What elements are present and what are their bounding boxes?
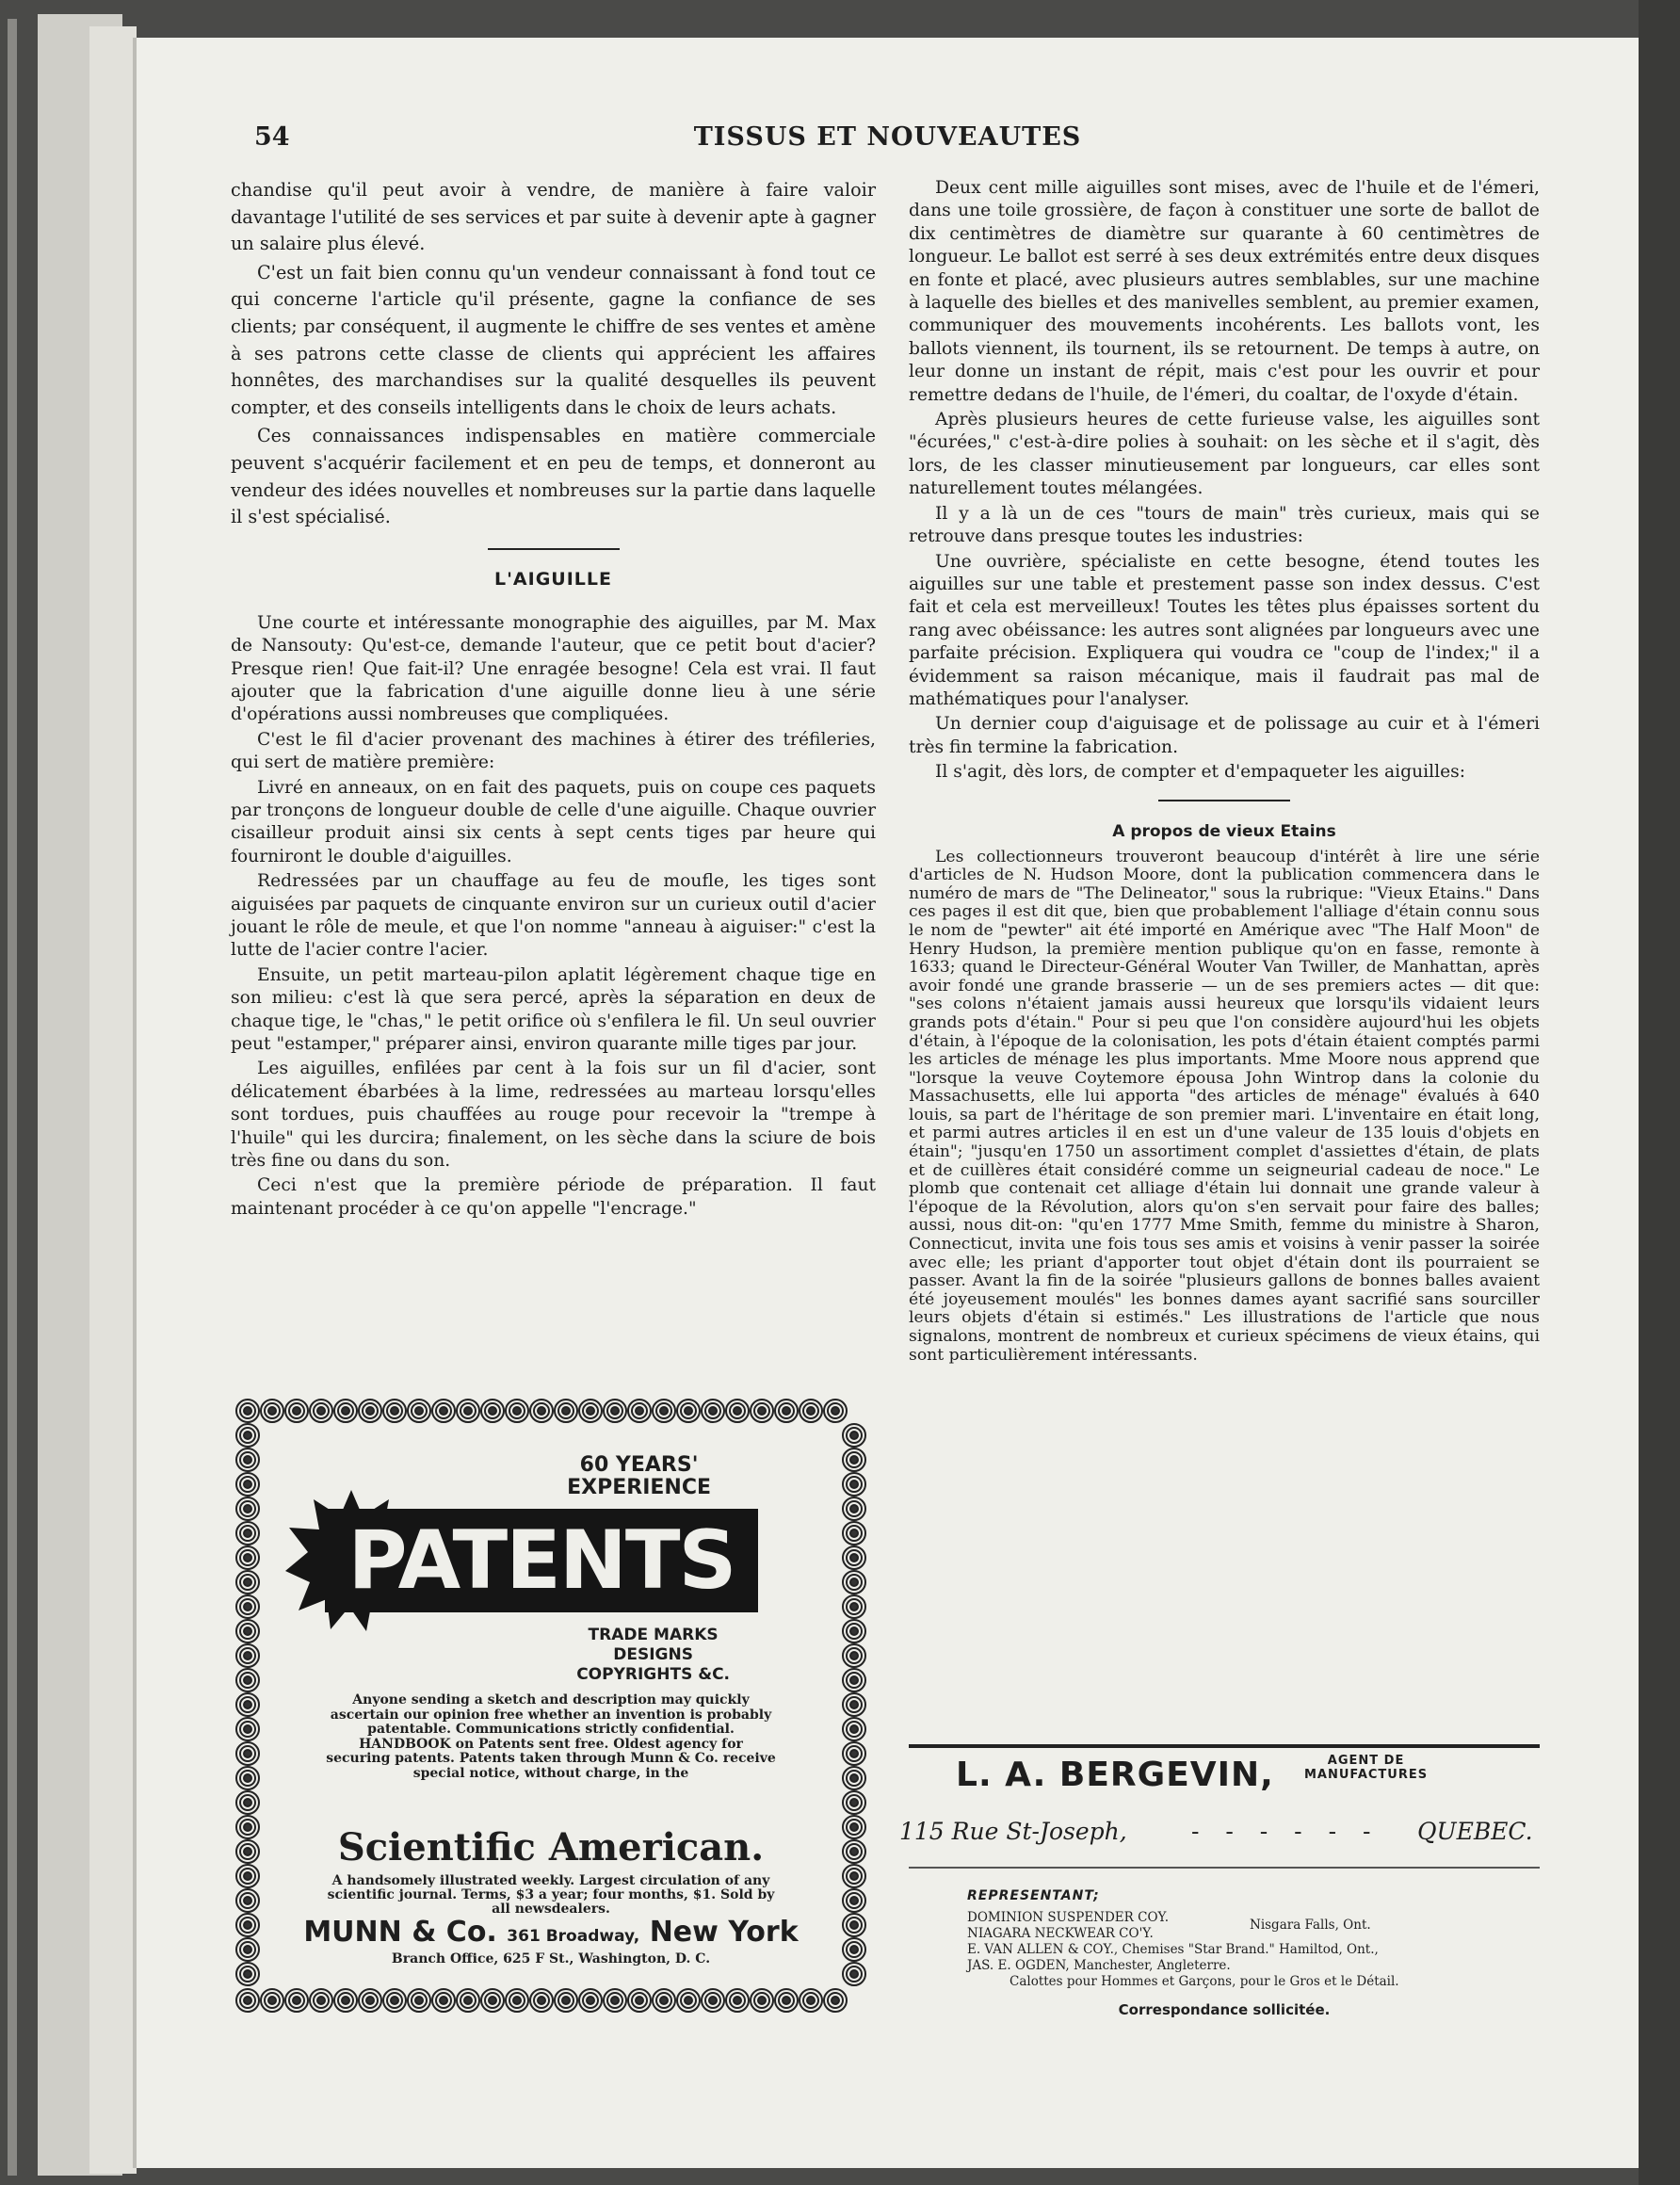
patents-banner: PATENTS — [325, 1509, 758, 1612]
ad-text: 361 Broadway, — [507, 1927, 640, 1946]
bergevin-name: L. A. BERGEVIN, — [956, 1756, 1274, 1794]
ring-ornament — [843, 1620, 865, 1643]
ring-ornament — [604, 1400, 626, 1422]
ring-ornament — [481, 1400, 504, 1422]
ring-ornament — [506, 1989, 528, 2012]
book-edge — [89, 26, 137, 2174]
right-column — [909, 177, 1540, 1367]
journal-title: TISSUS ET NOUVEAUTES — [693, 122, 1082, 152]
ring-ornament — [457, 1989, 479, 2012]
ring-ornament — [702, 1400, 724, 1422]
ad-text: DOMINION SUSPENDER COY. — [967, 1910, 1169, 1925]
ring-ornament — [261, 1400, 283, 1422]
ring-ornament — [236, 1620, 259, 1643]
correspondance: Correspondance sollicitée. — [1118, 2001, 1331, 2018]
ad-content — [268, 1428, 833, 1983]
ad-text: MUNN & Co. — [303, 1916, 497, 1949]
ring-ornament — [677, 1400, 700, 1422]
paragraph: Après plusieurs heures de cette furieuse valse, les aiguilles sont "écurées," c'est-à-dire polies à souhait: on les sèche et il s'agit, dès lors, de les classer minutieusement par longueurs, car elles sont naturellement toutes mélangées. — [909, 410, 1540, 499]
ad-text: COPYRIGHTS &C. — [576, 1665, 730, 1684]
section-divider — [488, 548, 620, 550]
ring-ornament — [408, 1400, 430, 1422]
ring-ornament — [236, 1522, 259, 1545]
ring-ornament — [530, 1400, 553, 1422]
paragraph: Il s'agit, dès lors, de compter et d'empaqueter les aiguilles: — [935, 762, 1466, 783]
ad-text: New York — [649, 1916, 799, 1949]
ring-ornament — [261, 1989, 283, 2012]
representant-label: REPRESENTANT; — [967, 1888, 1100, 1903]
ad-text: DESIGNS — [613, 1645, 693, 1664]
ring-ornament — [236, 1989, 259, 2012]
article-heading: A propos de vieux Etains — [1112, 821, 1336, 841]
ad-rule — [909, 1744, 1540, 1748]
paragraph: Les collectionneurs trouveront beaucoup d'intérêt à lire une série d'articles de N. Hudson Moore, dont la publication commencera dans le numéro de mars de "The Delineator," sous la rubrique: "Vieux Etains." Dans ces pages il est dit que, bien que probablement l'alliage d'étain connu sous le nom de "pewter" ait été importé en Amérique avec "The Half Moon" de Henry Hudson, la première mention publique qu'on en fasse, remonte à 1633; quand le Directeur-Général Wouter Van Twiller, de Manhattan, après avoir fondé une grande brasserie — un de ses premiers actes — dit que: "ses colons n'étaient jamais aussi heureux que lorsqu'ils vidaient leurs grands pots d'étain." Pour si peu que l'on considère aujourd'hui les objets d'étain, à l'époque de la colonisation, les pots d'étain étaient comptés parmi les articles de ménage les plus importants. Mme Moore nous apprend que "lorsque la veuve Coytemore épousa John Wintrop dans la colonie du Massachusetts, elle lui apporta "des articles de ménage" évalués à 640 louis, sa part de l'héritage de son premier mari. L'inventaire en était long, et parmi autres articles il en est un d'une valeur de 135 louis d'objets en étain"; "jusqu'en 1750 un assortiment complet d'assiettes d'étain, de plats et de cuillères était considéré comme un seigneurial cadeau de noce." Le plomb que contenait cet alliage d'étain lui donnait une grande valeur à l'époque de la Révolution, alors qu'on s'en servait pour faire des balles; aussi, nous dit-on: "qu'en 1777 Mme Smith, femme du ministre à Sharon, Connecticut, invita une fois tous ses amis et voisins à venir passer la soirée avec elle; les priant d'apporter tout objet d'étain dont ils pourraient se passer. Avant la fin de la soirée "plusieurs gallons de bonnes balles avaient été joyeusement moulés" les bonnes dames ayant sacrifié sans sourciller leurs objets d'étain si estimés." Les illustrations de l'article que nous signalons, montrent de nombreux et curieux spécimens de vieux étains, qui sont particulièrement intéressants. — [909, 847, 1540, 1365]
ring-ornament — [843, 1571, 865, 1594]
list-item: E. VAN ALLEN & COY., Chemises "Star Brand." Hamiltod, Ont., — [967, 1942, 1379, 1957]
munn-and-co — [268, 1918, 833, 1951]
ad-text: TRADE MARKS — [588, 1626, 719, 1644]
ring-ornament — [457, 1400, 479, 1422]
book-edge — [8, 19, 17, 2176]
section-divider — [1158, 800, 1290, 801]
list-item: Calottes pour Hommes et Garçons, pour le Gros et le Détail. — [1010, 1974, 1399, 1989]
ring-ornament — [751, 1989, 773, 2012]
ad-weekly-text: A handsomely illustrated weekly. Largest circulation of any scientific journal. Terms, $3 a year; four months, $1. Sold by all newsdealers. — [327, 1873, 775, 1917]
ring-ornament — [310, 1400, 332, 1422]
ring-ornament — [383, 1989, 406, 2012]
ring-ornament — [800, 1989, 822, 2012]
ring-ornament — [236, 1938, 259, 1961]
ad-branch-office: Branch Office, 625 F St., Washington, D. C. — [391, 1951, 711, 1966]
ring-ornament — [334, 1400, 357, 1422]
ring-ornament — [677, 1989, 700, 2012]
ad-text: AGENT DE — [1327, 1754, 1405, 1768]
ad-text: MANUFACTURES — [1304, 1768, 1429, 1782]
ring-ornament — [843, 1914, 865, 1936]
patents-advertisement — [231, 1394, 871, 2017]
bergevin-dashes: - - - - - - — [1191, 1818, 1381, 1845]
paragraph: Ceci n'est que la première période de préparation. Il faut maintenant procéder à ce qu'on appelle "l'encrage." — [231, 1175, 876, 1219]
ring-ornament — [824, 1989, 847, 2012]
representant-list — [967, 1910, 1399, 1990]
ring-ornament — [843, 1546, 865, 1569]
bergevin-address: 115 Rue St-Joseph, — [899, 1818, 1127, 1845]
ring-ornament — [843, 1791, 865, 1814]
ad-fine-print: Anyone sending a sketch and description may quickly ascertain our opinion free whether an invention is probably patentable. Communications strictly confidential. HANDBOOK on Patents sent free. Oldest agency for securing patents. Patents taken through Munn & Co. receive special notice, without charge, in the — [326, 1692, 776, 1781]
ring-ornament — [236, 1767, 259, 1789]
paragraph: Livré en anneaux, on en fait des paquets, puis on coupe ces paquets par tronçons de longueur double de celle d'une aiguille. Chaque ouvrier cisailleur produit ainsi six cents à sept cents tiges par heure qui fourniront le double d'aiguilles. — [231, 777, 876, 866]
paragraph: chandise qu'il peut avoir à vendre, de manière à faire valoir davantage l'utilité de ses services et par suite à devenir apte à gagner un salaire plus élevé. — [231, 179, 876, 255]
ring-ornament — [843, 1840, 865, 1863]
list-item: JAS. E. OGDEN, Manchester, Angleterre. — [967, 1958, 1231, 1973]
ring-ornament — [579, 1400, 602, 1422]
paragraph: Deux cent mille aiguilles sont mises, avec de l'huile et de l'émeri, dans une toile grossière, de façon à constituer une sorte de ballot de dix centimètres de diamètre sur quarante à 60 centimètres de longueur. Le ballot est serré à ses deux extrémités entre deux disques en fonte et placé, avec plusieurs autres semblables, sur une machine à laquelle des bielles et des manivelles semblent, au premier examen, communiquer des mouvements incohérents. Les ballots vont, les ballots viennent, ils tournent, ils se retournent. De temps à autre, on leur donne un instant de répit, mais c'est pour les ouvrir et pour remettre dedans de l'huile, de l'émeri, du coaltar, de l'oxyde d'étain. — [909, 178, 1540, 405]
ring-ornament — [432, 1989, 455, 2012]
ring-ornament — [236, 1400, 259, 1422]
ring-ornament — [726, 1400, 749, 1422]
paragraph: Il y a là un de ces "tours de main" très curieux, mais qui se retrouve dans presque toutes les industries: — [909, 503, 1540, 547]
ring-ornament — [408, 1989, 430, 2012]
ring-ornament — [843, 1938, 865, 1961]
ring-ornament — [843, 1889, 865, 1912]
bergevin-city: QUEBEC. — [1417, 1818, 1533, 1845]
ring-ornament — [604, 1989, 626, 2012]
paragraph: Une courte et intéressante monographie des aiguilles, par M. Max de Nansouty: Qu'est-ce, demande l'auteur, que ce petit bout d'acier? Presque rien! Que fait-il? Une enragée besogne! Cela est vrai. Il faut ajouter que la fabrication d'une aiguille donne lieu à une série d'opérations aussi nombreuses que compliquées. — [231, 612, 876, 725]
ring-ornament — [236, 1669, 259, 1691]
ring-ornament — [843, 1865, 865, 1887]
ring-ornament — [555, 1400, 577, 1422]
ring-ornament — [843, 1424, 865, 1447]
ad-trade-marks — [576, 1626, 730, 1685]
paragraph: Une ouvrière, spécialiste en cette besogne, étend toutes les aiguilles sur une table et prestement passe son index dessus. C'est fait et cela est merveilleux! Toutes les têtes plus épaisses sortent du rang avec obéissance: les autres sont alignées par longueurs avec une parfaite précision. Expliquera qui voudra ce "coup de l'index;" il a évidemment sa raison mécanique, mais il faudrait pas mal de mathématiques pour l'analyser. — [909, 551, 1540, 709]
ad-text: EXPERIENCE — [567, 1476, 711, 1499]
ring-ornament — [843, 1669, 865, 1691]
paragraph: Ensuite, un petit marteau-pilon aplatit légèrement chaque tige en son milieu: c'est là que sera percé, après la séparation en deux de chaque tige, le "chas," le petit orifice où s'enfilera le fil. Un seul ouvrier peut "estamper," préparer ainsi, environ quarante mille tiges par jour. — [231, 964, 876, 1055]
ring-ornament — [236, 1571, 259, 1594]
paragraph: Redressées par un chauffage au feu de moufle, les tiges sont aiguisées par paquets de cinquante environ sur un curieux outil d'acier jouant le rôle de meule, et que l'on nomme "anneau à aiguiser:" c'est la lutte de l'acier contre l'acier. — [231, 871, 876, 961]
ring-ornament — [843, 1449, 865, 1471]
ring-ornament — [843, 1497, 865, 1520]
scientific-american-title: Scientific American. — [337, 1825, 765, 1869]
ring-ornament — [530, 1989, 553, 2012]
paragraph: Ces connaissances indispensables en matière commerciale peuvent s'acquérir facilement et en peu de temps, et donneront au vendeur des idées nouvelles et nombreuses sur la partie dans laquelle il s'est spécialisé. — [231, 425, 876, 528]
ring-ornament — [824, 1400, 847, 1422]
ring-ornament — [285, 1989, 308, 2012]
ring-ornament — [653, 1400, 675, 1422]
ring-ornament — [236, 1497, 259, 1520]
book-edge — [1639, 0, 1680, 2185]
ring-ornament — [843, 1963, 865, 1985]
ring-ornament — [628, 1989, 651, 2012]
ring-ornament — [843, 1644, 865, 1667]
left-column — [231, 177, 876, 1222]
ring-ornament — [843, 1522, 865, 1545]
ring-ornament — [334, 1989, 357, 2012]
ring-ornament — [843, 1816, 865, 1838]
page — [137, 38, 1639, 2168]
ring-ornament — [236, 1791, 259, 1814]
ring-ornament — [236, 1742, 259, 1765]
ring-ornament — [843, 1718, 865, 1740]
ring-ornament — [236, 1644, 259, 1667]
ring-ornament — [236, 1718, 259, 1740]
ring-ornament — [628, 1400, 651, 1422]
ring-ornament — [843, 1742, 865, 1765]
ring-ornament — [432, 1400, 455, 1422]
ring-ornament — [702, 1989, 724, 2012]
list-item — [967, 1910, 1399, 1933]
ring-ornament — [506, 1400, 528, 1422]
ring-ornament — [236, 1595, 259, 1618]
ring-ornament — [236, 1546, 259, 1569]
ring-ornament — [236, 1449, 259, 1471]
ring-ornament — [236, 1865, 259, 1887]
paragraph: C'est un fait bien connu qu'un vendeur connaissant à fond tout ce qui concerne l'article qu'il présente, gagne la confiance de ses clients; par conséquent, il augmente le chiffre de ses ventes et amène à ses patrons cette classe de clients qui apprécient les affaires honnêtes, des marchandises sur la qualité desquelles ils peuvent compter, et des conseils intelligents dans le choix de leurs achats. — [231, 261, 876, 418]
ad-text: Nisgara Falls, Ont. — [1250, 1918, 1371, 1933]
ring-ornament — [236, 1840, 259, 1863]
running-head — [137, 122, 1639, 160]
ring-ornament — [843, 1595, 865, 1618]
ad-years — [567, 1454, 711, 1499]
ring-ornament — [775, 1989, 798, 2012]
ad-text: 60 YEARS' — [579, 1453, 699, 1477]
ring-ornament — [843, 1693, 865, 1716]
bergevin-agent — [1304, 1754, 1428, 1782]
ring-ornament — [726, 1989, 749, 2012]
ring-ornament — [359, 1989, 381, 2012]
ring-ornament — [843, 1767, 865, 1789]
paragraph: Les aiguilles, enfilées par cent à la fois sur un fil d'acier, sont délicatement ébarbées à la lime, redressées au marteau lorsqu'elles sont tordues, puis chauffées au rouge pour recevoir la "trempe à l'huile" qui les durcira; finalement, on les sèche dans la sciure de bois très fine ou dans du son. — [231, 1059, 876, 1172]
ad-rule — [909, 1867, 1540, 1869]
page-number: 54 — [254, 122, 290, 152]
ring-ornament — [775, 1400, 798, 1422]
list-item: NIAGARA NECKWEAR CO'Y. — [967, 1926, 1154, 1941]
ring-ornament — [579, 1989, 602, 2012]
ring-ornament — [751, 1400, 773, 1422]
ring-ornament — [653, 1989, 675, 2012]
ring-ornament — [236, 1816, 259, 1838]
ring-ornament — [285, 1400, 308, 1422]
ring-ornament — [236, 1424, 259, 1447]
ring-ornament — [359, 1400, 381, 1422]
ring-ornament — [383, 1400, 406, 1422]
article-heading: L'AIGUILLE — [494, 568, 612, 590]
ring-ornament — [236, 1473, 259, 1496]
ring-ornament — [236, 1889, 259, 1912]
ring-ornament — [800, 1400, 822, 1422]
paragraph: Un dernier coup d'aiguisage et de polissage au cuir et à l'émeri très fin termine la fabrication. — [909, 714, 1540, 757]
ring-ornament — [310, 1989, 332, 2012]
ring-ornament — [843, 1473, 865, 1496]
paragraph: C'est le fil d'acier provenant des machines à étirer des tréfileries, qui sert de matière première: — [231, 729, 876, 773]
ring-ornament — [236, 1914, 259, 1936]
ring-ornament — [236, 1693, 259, 1716]
ring-ornament — [481, 1989, 504, 2012]
ring-ornament — [555, 1989, 577, 2012]
ring-ornament — [236, 1963, 259, 1985]
